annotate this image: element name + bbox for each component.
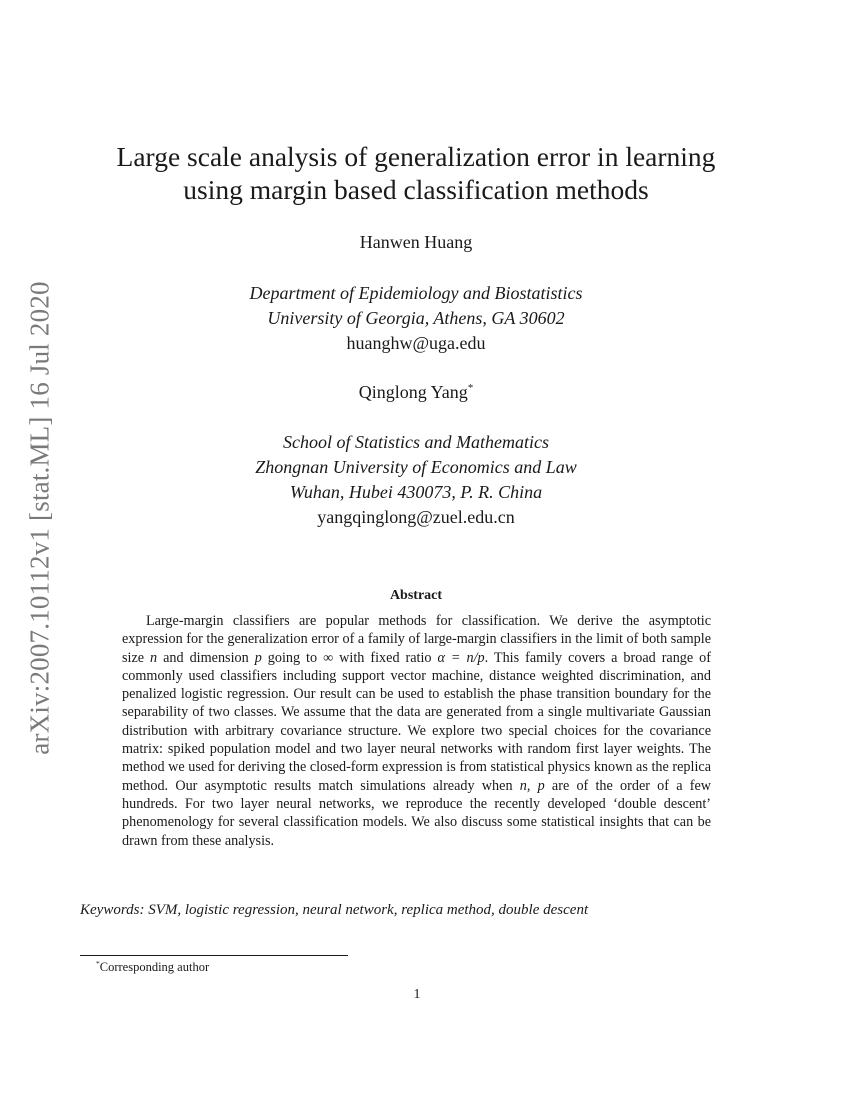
footnote-marker: * — [96, 959, 100, 968]
author-2-affiliation — [90, 430, 742, 530]
author-1-affiliation — [90, 281, 742, 356]
author-1-email: huanghw@uga.edu — [346, 333, 486, 353]
math-np: n, p — [519, 777, 545, 794]
corresponding-marker: * — [467, 382, 474, 394]
abstract-heading: Abstract — [389, 588, 443, 603]
paper-title — [90, 140, 742, 206]
arxiv-identifier: arXiv:2007.10112v1 [stat.ML] 16 Jul 2020 — [24, 281, 55, 755]
abstract-text: Large-margin classifiers are popular methods for classification. We derive the asymptotic expression for the generalization error of a family of large-margin classifiers in the limit of both sample size n and dimension p going to ∞ with fixed ratio α = n/p. This family covers a broad range of commonly used classifiers including support vector machine, distance weighted discrimination, and penalized logistic regression. Our result can be used to establish the phase transition boundary for the separability of two classes. We assume that the data are generated from a single multivariate Gaussian distribution with arbitrary covariance structure. We explore two special choices for the covariance matrix: spiked population model and two layer neural networks with random first layer weights. The method we used for deriving the closed-form expression is from statistical physics known as the replica method. Our asymptotic results match simulations already when n, p are of the order of a few hundreds. For two layer neural networks, we reproduce the recently developed ‘double descent’ phenomenology for several classification models. We also discuss some statistical insights that can be drawn from these analysis. — [122, 613, 711, 849]
title-line-2: using margin based classification methods — [183, 174, 649, 205]
author-2-name: Qinglong Yang* — [358, 382, 474, 402]
keywords: Keywords: SVM, logistic regression, neural network, replica method, double descent — [80, 902, 589, 918]
affiliation-line: Department of Epidemiology and Biostatistics — [249, 283, 583, 303]
author-1-name: Hanwen Huang — [359, 232, 473, 252]
affiliation-line: School of Statistics and Mathematics — [283, 432, 549, 452]
author-2-email: yangqinglong@zuel.edu.cn — [317, 507, 515, 527]
affiliation-line: Wuhan, Hubei 430073, P. R. China — [289, 482, 543, 502]
footnote-divider — [80, 955, 348, 956]
page-number: 1 — [413, 987, 421, 1002]
affiliation-line: Zhongnan University of Economics and Law — [255, 457, 577, 477]
affiliation-line: University of Georgia, Athens, GA 30602 — [267, 308, 565, 328]
footnote-text: Corresponding author — [99, 960, 210, 975]
math-ratio: α = n/p — [437, 649, 485, 666]
math-p: p — [254, 649, 262, 666]
math-n: n — [150, 649, 158, 666]
title-line-1: Large scale analysis of generalization error in learning — [116, 141, 716, 172]
footnote — [96, 959, 209, 975]
